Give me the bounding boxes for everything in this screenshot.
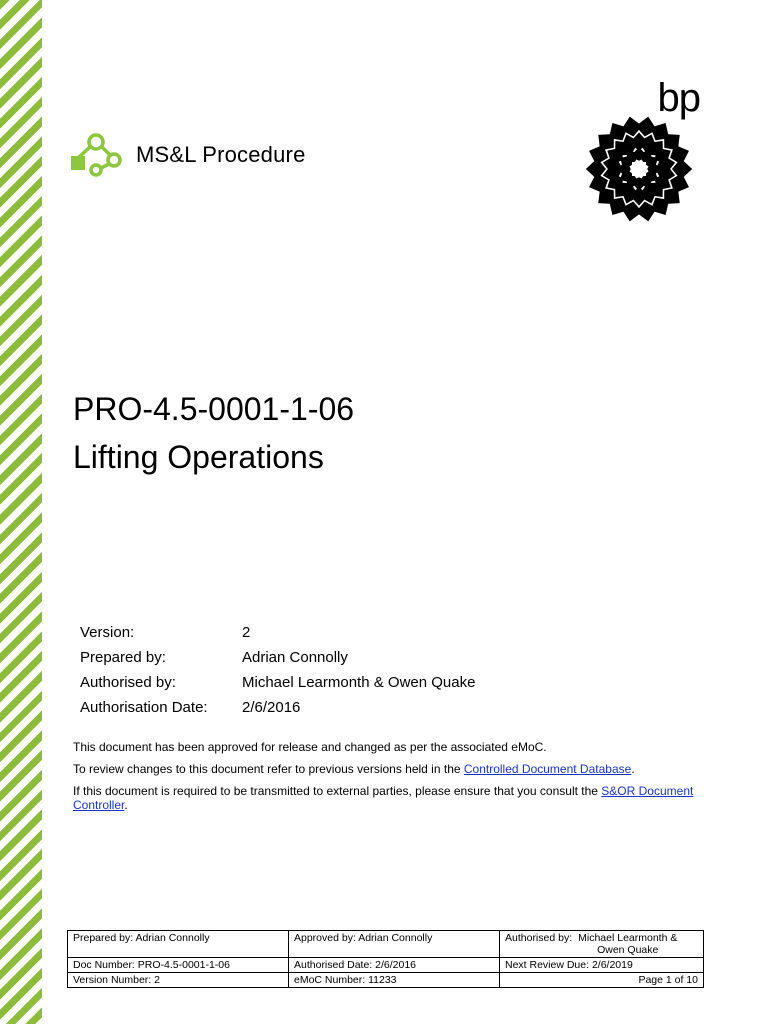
footer-row <box>68 931 704 958</box>
bp-helios-logo <box>582 114 696 224</box>
meta-key: Prepared by: <box>80 649 166 666</box>
document-code: PRO-4.5-0001-1-06 <box>73 391 355 427</box>
footer-doc-number: Doc Number: PRO-4.5-0001-1-06 <box>68 958 289 973</box>
footer-authorised-date: Authorised Date: 2/6/2016 <box>289 958 500 973</box>
process-icon <box>68 130 124 180</box>
release-notes <box>73 740 703 820</box>
footer-prepared: Prepared by: Adrian Connolly <box>68 931 289 958</box>
footer-authorised-names: Michael Learmonth & Owen Quake <box>578 932 678 956</box>
meta-value: Adrian Connolly <box>242 649 348 666</box>
note-approval: This document has been approved for release and changed as per the associated eMoC. <box>73 740 547 754</box>
bp-logo <box>580 78 702 226</box>
meta-row-date <box>80 695 475 720</box>
bp-wordmark: bp <box>657 76 700 120</box>
footer-row <box>68 973 704 988</box>
meta-key: Authorised by: <box>80 674 176 691</box>
footer-approved: Approved by: Adrian Connolly <box>289 931 500 958</box>
controlled-document-database-link[interactable]: Controlled Document Database <box>463 762 632 776</box>
footer-emoc-number: eMoC Number: 11233 <box>289 973 500 988</box>
meta-row-prepared <box>80 645 475 670</box>
document-controller-link[interactable]: S&OR Document Controller <box>73 784 694 812</box>
note-review: To review changes to this document refer to previous versions held in the Controlled Document Database. <box>73 762 635 776</box>
striped-border <box>0 0 42 1024</box>
document-title: Lifting Operations <box>73 439 324 475</box>
footer-version-number: Version Number: 2 <box>68 973 289 988</box>
meta-value: Michael Learmonth & Owen Quake <box>242 674 476 691</box>
document-title-block <box>73 385 354 481</box>
meta-key: Authorisation Date: <box>80 699 208 716</box>
footer-authorised-label: Authorised by: <box>505 932 573 944</box>
meta-row-authorised <box>80 670 475 695</box>
meta-row-version <box>80 620 475 645</box>
note-external: If this document is required to be transmitted to external parties, please ensure that you consult the S&OR Document Controller. <box>73 784 694 812</box>
document-meta <box>80 620 475 720</box>
footer-row <box>68 958 704 973</box>
meta-key: Version: <box>80 624 135 641</box>
meta-value: 2/6/2016 <box>242 699 301 716</box>
footer-next-review: Next Review Due: 2/6/2019 <box>500 958 704 973</box>
meta-value: 2 <box>242 624 251 641</box>
footer-page-number: Page 1 of 10 <box>500 973 704 988</box>
footer-authorised <box>500 931 704 958</box>
footer-table <box>67 930 704 988</box>
helios-center <box>633 163 646 176</box>
procedure-header <box>68 130 306 180</box>
procedure-label: MS&L Procedure <box>136 142 306 167</box>
